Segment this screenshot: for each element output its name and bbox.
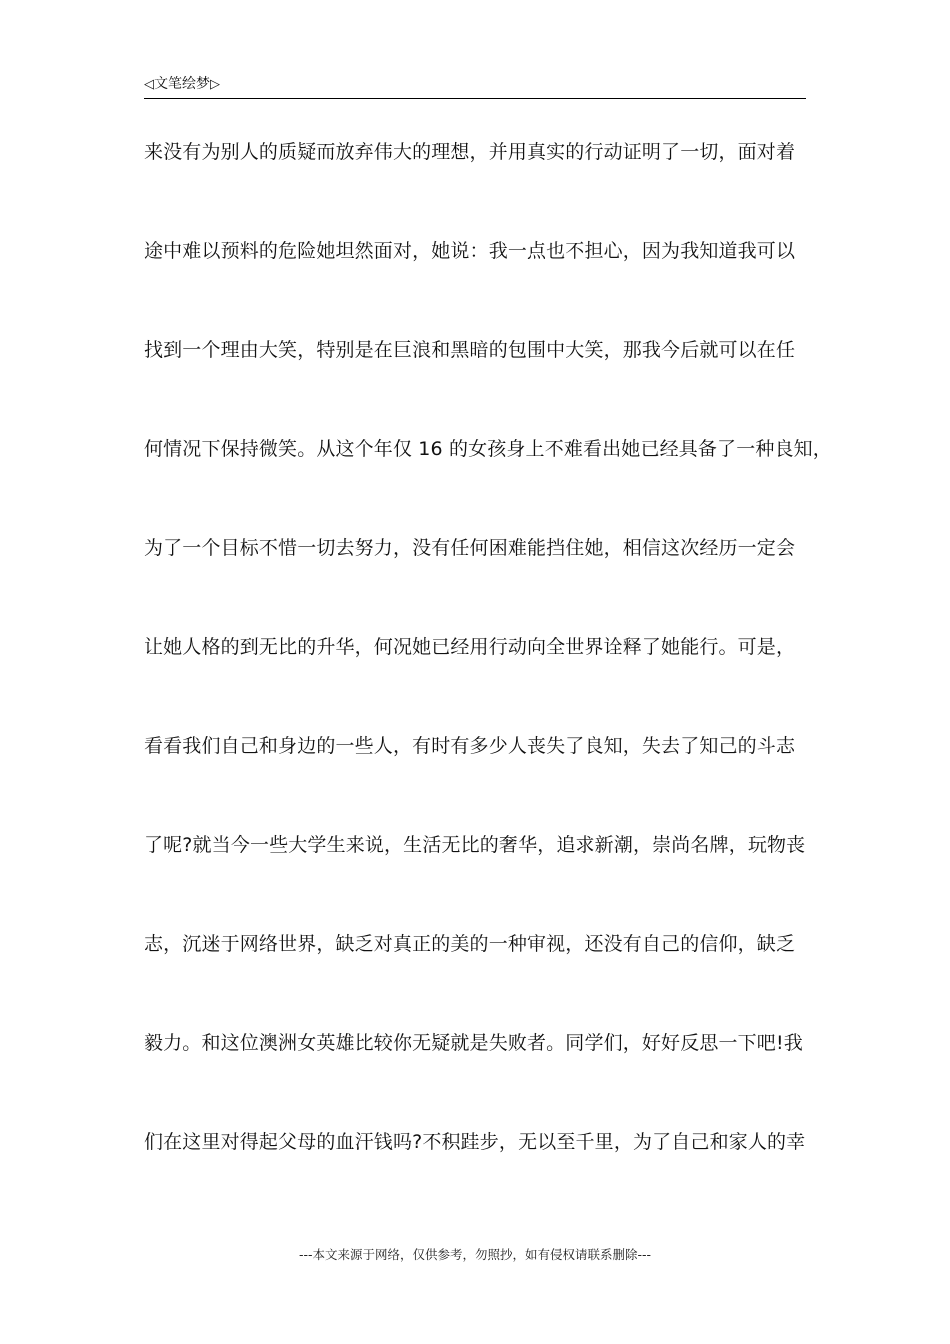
- right-triangle-icon: ▷: [210, 77, 220, 92]
- text-line: 找到一个理由大笑，特别是在巨浪和黑暗的包围中大笑，那我今后就可以在任: [144, 339, 796, 361]
- body-paragraph: [144, 130, 832, 1219]
- text-line: 们在这里对得起父母的血汗钱吗?不积跬步，无以至千里，为了自己和家人的幸: [144, 1131, 806, 1153]
- left-triangle-icon: ◁: [144, 77, 154, 92]
- text-line: 途中难以预料的危险她坦然面对，她说：我一点也不担心，因为我知道我可以: [144, 240, 796, 262]
- text-line: 为了一个目标不惜一切去努力，没有任何困难能挡住她，相信这次经历一定会: [144, 537, 796, 559]
- text-line: 来没有为别人的质疑而放弃伟大的理想，并用真实的行动证明了一切，面对着: [144, 141, 796, 163]
- text-line: 志，沉迷于网络世界，缺乏对真正的美的一种审视，还没有自己的信仰，缺乏: [144, 933, 796, 955]
- text-line: 毅力。和这位澳洲女英雄比较你无疑就是失败者。同学们，好好反思一下吧!我: [144, 1032, 803, 1054]
- text-line: 看看我们自己和身边的一些人，有时有多少人丧失了良知，失去了知己的斗志: [144, 735, 796, 757]
- text-line: 了呢?就当今一些大学生来说，生活无比的奢华，追求新潮，崇尚名牌，玩物丧: [144, 834, 806, 856]
- text-line: 何情况下保持微笑。从这个年仅 16 的女孩身上不难看出她已经具备了一种良知，: [144, 438, 832, 460]
- header-title: 文笔绘梦: [154, 76, 210, 92]
- page-header: [144, 74, 806, 99]
- text-line: 让她人格的到无比的升华，何况她已经用行动向全世界诠释了她能行。可是，: [144, 636, 796, 658]
- page-footer-notice: ---本文来源于网络，仅供参考，勿照抄，如有侵权请联系删除---: [298, 1247, 652, 1262]
